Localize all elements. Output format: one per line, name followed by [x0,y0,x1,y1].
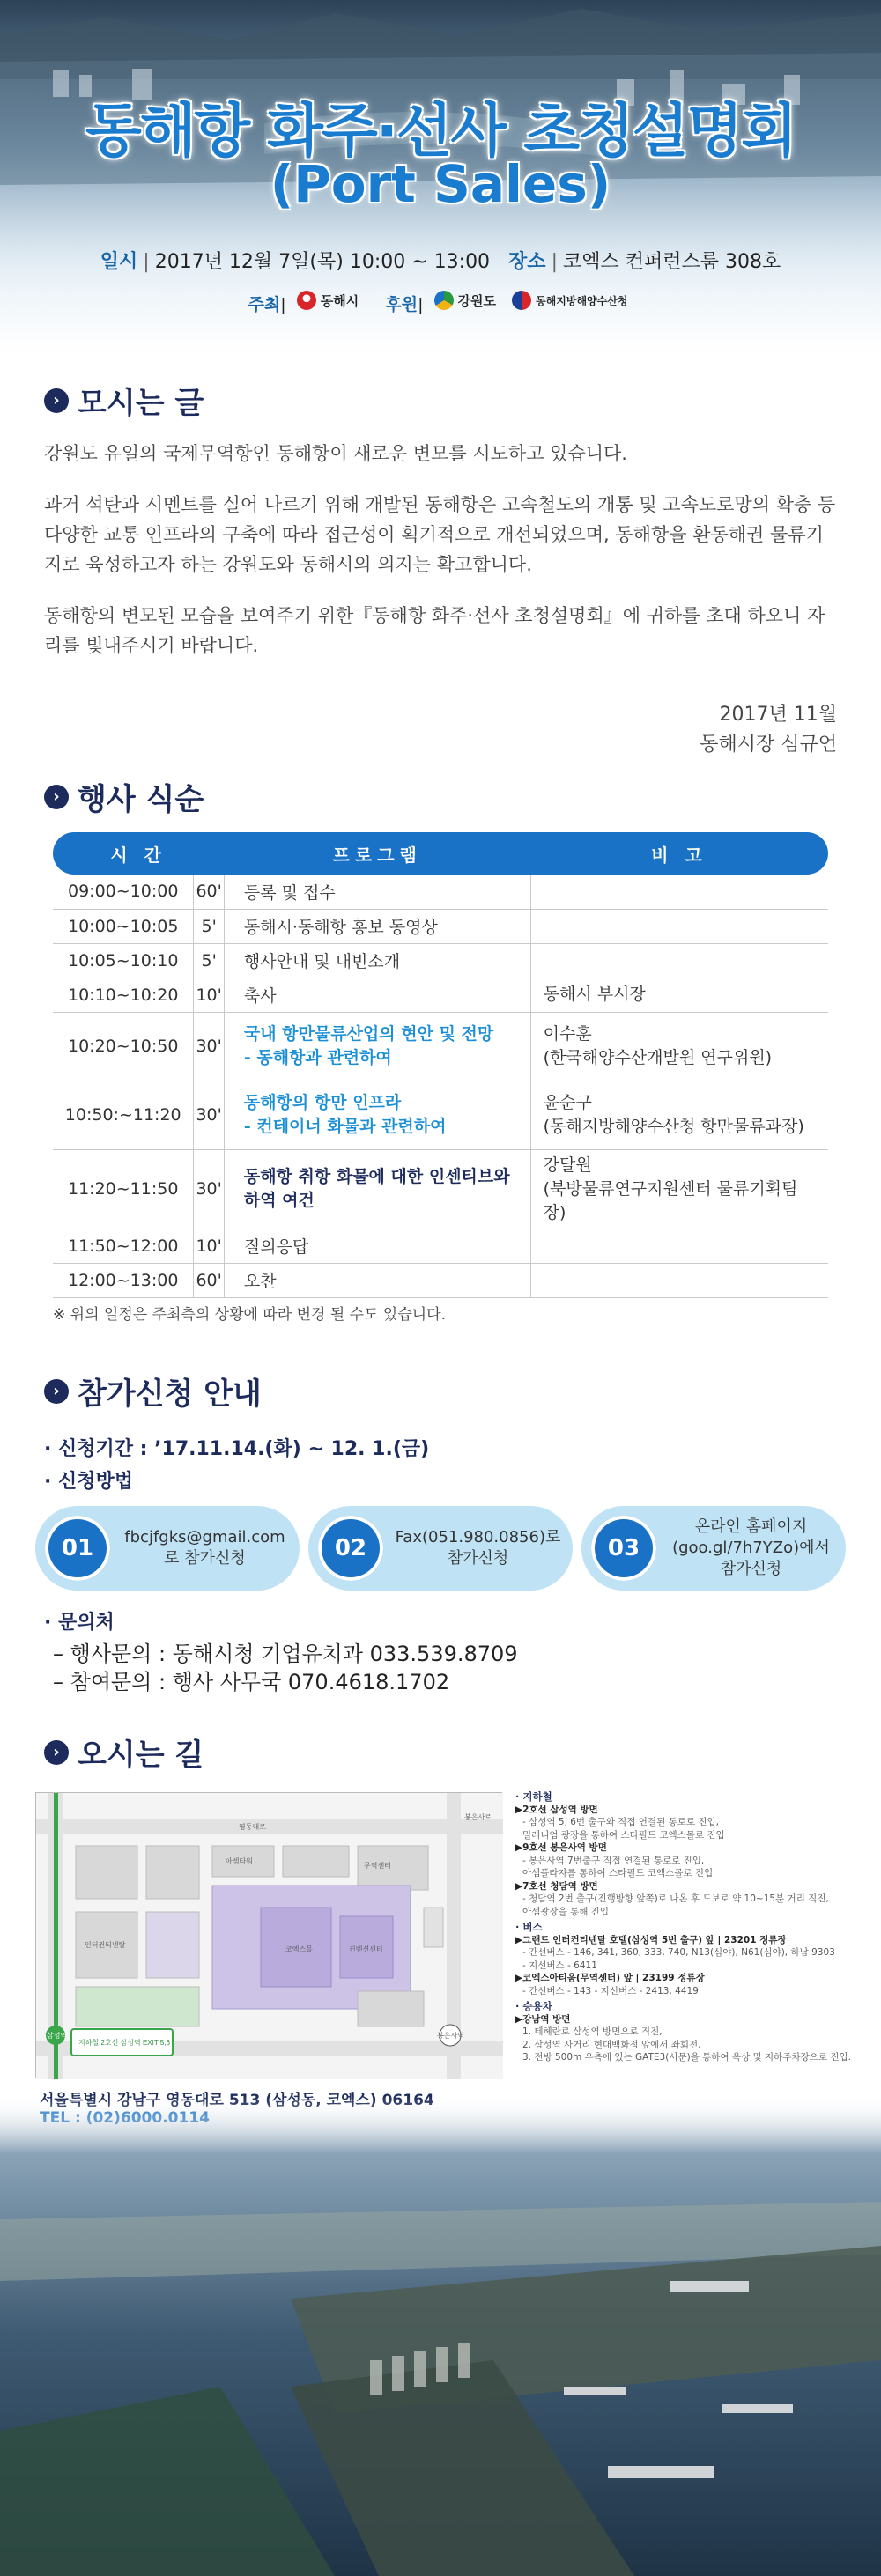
row-program [224,1012,530,1081]
row-time: 11:20~11:50 [53,1149,194,1229]
row-program [224,1081,530,1149]
contact-event: – 행사문의 : 동해시청 기업유치과 033.539.8709 [53,1642,518,1666]
registration-method-label: · 신청방법 [44,1471,134,1493]
bus-item-desc: - 간선버스 - 146, 341, 360, 333, 740, N13(심야), N61(심야), 하남 9303 [522,1947,835,1958]
host-org-name: 동해시 [320,292,359,309]
method-line2: 로 참가신청 [164,1549,246,1568]
method-text [656,1517,846,1580]
chevron-right-icon: › [44,1740,69,1765]
program-line1: 질의응답 [243,1237,309,1257]
bus-item-desc: - 간선버스 - 143 - 지선버스 - 2413, 4419 [522,1985,699,1997]
signature-date: 2017년 11월 [719,704,837,726]
car-item: 1. 테헤란로 삼성역 방면으로 직진, [522,2026,663,2037]
row-note [530,1149,828,1229]
program-line2: - 동해항과 관련하여 [243,1048,392,1067]
date-label: 일시 [100,251,138,273]
method-line3: 참가신청 [720,1560,782,1578]
bus-title: · 버스 [515,1921,543,1933]
method-line1: 온라인 홈페이지 [694,1517,808,1536]
map-label-road-right: 봉은사로 [464,1813,492,1821]
method-line1: fbcjfgks@gmail.com [124,1528,285,1546]
subway-title: · 지하철 [515,1790,552,1803]
method-text [110,1527,300,1569]
row-duration: 60' [194,1263,224,1297]
map-label-hotel: 인터컨티넨탈 [85,1941,126,1949]
row-note [530,909,828,943]
map-label-sto: 봉은사역 [437,2032,464,2040]
registration-methods [35,1506,846,1591]
car-item: 3. 전방 500m 우측에 있는 GATE3(서문)을 통하여 옥상 및 지하주차장으로 진입. [522,2052,852,2063]
note-line1: 동해시 부시장 [543,985,646,1004]
map-label-coex: 코엑스몰 [285,1945,313,1953]
directions-text [515,1788,859,2064]
subway-item-desc: - 봉은사역 7번출구 직접 연결된 통로로 진입, [522,1855,705,1866]
row-program [224,978,530,1012]
place-value: 코엑스 컨퍼런스룸 308호 [562,251,781,273]
row-duration: 5' [194,909,224,943]
event-subtitle: (Port Sales) [270,154,611,214]
program-line1: 동해항 취항 화물에 대한 인센티브와 [243,1167,510,1186]
sponsor-label: 후원 [385,295,418,314]
sponsor-org2-name: 동해지방해양수산청 [536,294,628,307]
directions-heading-text: 오시는 길 [78,1738,204,1773]
row-duration: 5' [194,943,224,978]
row-program [224,1263,530,1297]
row-duration: 10' [194,978,224,1012]
method-number: 02 [318,1516,383,1581]
greeting-paragraph-3: 동해항의 변모된 모습을 보여주기 위한『동해항 화주·선사 초청설명회』에 귀하를 초대 하오니 자리를 빛내주시기 바랍니다. [44,605,825,656]
table-row [53,943,828,978]
subway-item-name: ▶2호선 삼성역 방면 [515,1804,598,1815]
location-map[interactable] [35,1792,502,2078]
separator: | [280,295,286,314]
greeting-heading [44,379,204,422]
row-time: 10:05~10:10 [53,943,194,978]
separator: | [418,295,424,314]
row-note [530,1263,828,1297]
map-label-trade: 무역센터 [364,1862,391,1870]
col-program: 프로그램 [224,832,530,875]
greeting-heading-text: 모시는 글 [78,386,204,421]
note-line1: 윤순구 [543,1093,592,1112]
signature-name: 동해시장 심규언 [700,734,837,756]
greeting-paragraph-2: 과거 석탄과 시멘트를 실어 나르기 위해 개발된 동해항은 고속철도의 개통 및 고속도로망의 확충 등 다양한 교통 인프라의 구축에 따라 접근성이 획기적으로 개선되었으며, 동해항을 환동해권 물류기지로 육성하고자 하는 강원도와 동해시의 의지는 확고합니다. [44,494,836,575]
contact-label: · 문의처 [44,1612,115,1634]
chevron-right-icon: › [44,785,69,809]
row-time: 10:20~10:50 [53,1012,194,1081]
subway-item-desc: - 청담역 2번 출구(진행방향 앞쪽)로 나온 후 도보로 약 10~15분 거리 직진, [522,1893,829,1904]
date-place-line [0,247,881,274]
map-label-road-top: 영동대로 [239,1823,266,1831]
period-label: · 신청기간 : [44,1438,148,1460]
table-row [53,909,828,943]
schedule-header-row [53,832,828,875]
row-duration: 60' [194,875,224,909]
table-row [53,1012,828,1081]
note-line2: (동해지방해양수산청 항만물류과장) [543,1117,804,1136]
bus-item-desc: - 지선버스 - 6411 [522,1960,597,1971]
program-line1: 행사안내 및 내빈소개 [243,952,401,971]
chevron-right-icon: › [44,388,69,413]
period-value: ’17.11.14.(화) ~ 12. 1.(금) [154,1438,430,1460]
note-line2: (북방물류연구지원센터 물류기획팀장) [543,1178,798,1222]
row-program [224,1229,530,1263]
row-duration: 30' [194,1012,224,1081]
map-label-exit: 지하철 2호선 삼성역 EXIT 5,6 [78,2039,170,2047]
col-note: 비 고 [530,832,828,875]
gangwon-logo-icon [434,291,454,310]
event-title: 동해항 화주·선사 초청설명회 [85,97,796,165]
car-item: ▶강남역 방면 [515,2013,571,2025]
method-email[interactable] [35,1506,300,1591]
subway-item-name: ▶9호선 봉은사역 방면 [515,1842,607,1853]
note-line2: (한국해양수산개발원 연구위원) [543,1048,773,1067]
method-line1: Fax(051.980.0856)로 [395,1528,561,1546]
directions-heading [44,1731,204,1774]
sponsor-org1-name: 강원도 [457,292,497,309]
schedule-heading [44,775,204,818]
program-line1: 등록 및 접수 [243,882,336,903]
donghae-logo-icon [297,291,316,310]
car-item: 2. 삼성역 사거리 현대백화점 앞에서 좌회전, [522,2039,701,2050]
table-row [53,875,828,909]
subway-item-desc: 아셈광장을 통해 진입 [522,1906,609,1917]
chevron-right-icon: › [44,1379,69,1404]
ocean-fisheries-logo [512,291,627,310]
row-program [224,943,530,978]
map-label-station: 삼성역 [47,2032,68,2040]
bus-item-name: ▶그랜드 인터컨티넨탈 호텔(삼성역 5번 출구) 앞 | 23201 정류장 [515,1934,787,1945]
row-time: 11:50~12:00 [53,1229,194,1263]
method-text [383,1527,573,1569]
row-note [530,1012,828,1081]
map-drawing [36,1793,503,2079]
method-line2: 참가신청 [447,1549,509,1568]
row-time: 12:00~13:00 [53,1263,194,1297]
row-program [224,909,530,943]
row-note [530,1081,828,1149]
map-label-hall: 컨벤션센터 [349,1945,383,1953]
row-duration: 30' [194,1081,224,1149]
schedule-table [53,832,828,1298]
map-label-asem: 아셈타워 [226,1857,253,1865]
table-row [53,1263,828,1297]
row-duration: 30' [194,1149,224,1229]
subway-item-name: ▶7호선 청담역 방면 [515,1880,598,1892]
contact-participation: – 참여문의 : 행사 사무국 070.4618.1702 [53,1670,450,1694]
schedule-body [53,875,828,1297]
method-number: 01 [45,1516,110,1581]
row-time: 10:00~10:05 [53,909,194,943]
gangwon-logo [434,291,496,310]
row-duration: 10' [194,1229,224,1263]
host-label: 주최 [248,295,281,314]
table-row [53,1149,828,1229]
method-number: 03 [591,1516,656,1581]
separator: | [143,251,150,273]
row-program [224,875,530,909]
subway-item-desc: - 삼성역 5, 6번 출구와 직접 연결된 통로로 진입, [522,1817,719,1827]
row-program [224,1149,530,1229]
method-fax[interactable] [308,1506,573,1591]
table-row [53,1081,828,1149]
date-value: 2017년 12월 7일(목) 10:00 ~ 13:00 [154,251,491,273]
place-label: 장소 [508,251,546,273]
row-time: 10:10~10:20 [53,978,194,1012]
harbor-photo [0,2096,881,2576]
method-line2: (goo.gl/7h7YZo)에서 [672,1539,830,1557]
ocean-fisheries-logo-icon [512,291,531,310]
subway-item-desc: 밀레니엄 광장을 통하여 스타필드 코엑스몰로 진입 [522,1829,725,1841]
program-line1: 오찬 [243,1272,277,1291]
col-time: 시 간 [53,832,224,875]
program-line1: 국내 항만물류산업의 현안 및 전망 [243,1024,494,1044]
row-time: 10:50:~11:20 [53,1081,194,1149]
row-note [530,1229,828,1263]
registration-heading [44,1369,262,1413]
method-online[interactable] [581,1506,846,1591]
row-note [530,943,828,978]
donghae-city-logo [297,291,359,310]
separator: | [551,251,558,273]
program-line2: - 컨테이너 화물과 관련하여 [243,1117,447,1136]
program-line1: 동해시·동해항 홍보 동영상 [243,918,438,937]
host-line [0,291,881,315]
program-line1: 동해항의 항만 인프라 [243,1093,402,1112]
note-line1: 강달원 [543,1155,592,1175]
subway-item-desc: 아셈플라자를 통하여 스타필드 코엑스몰로 진입 [522,1868,714,1878]
header-banner [0,0,881,352]
bus-item-name: ▶코엑스아티움(무역센터) 앞 | 23199 정류장 [515,1973,705,1983]
program-line2: 하역 여건 [243,1191,315,1210]
note-line1: 이수훈 [543,1024,592,1044]
row-time: 09:00~10:00 [53,875,194,909]
table-row [53,978,828,1012]
row-note [530,978,828,1012]
greeting-paragraph-1: 강원도 유일의 국제무역항인 동해항이 새로운 변모를 시도하고 있습니다. [44,443,627,464]
registration-heading-text: 참가신청 안내 [78,1377,262,1412]
table-row [53,1229,828,1263]
schedule-footnote: ※ 위의 일정은 주최측의 상황에 따라 변경 될 수도 있습니다. [53,1306,446,1324]
row-note [530,875,828,909]
schedule-heading-text: 행사 식순 [78,782,204,817]
car-title: · 승용차 [515,2000,552,2012]
registration-period [44,1434,429,1461]
program-line1: 축사 [243,986,277,1006]
